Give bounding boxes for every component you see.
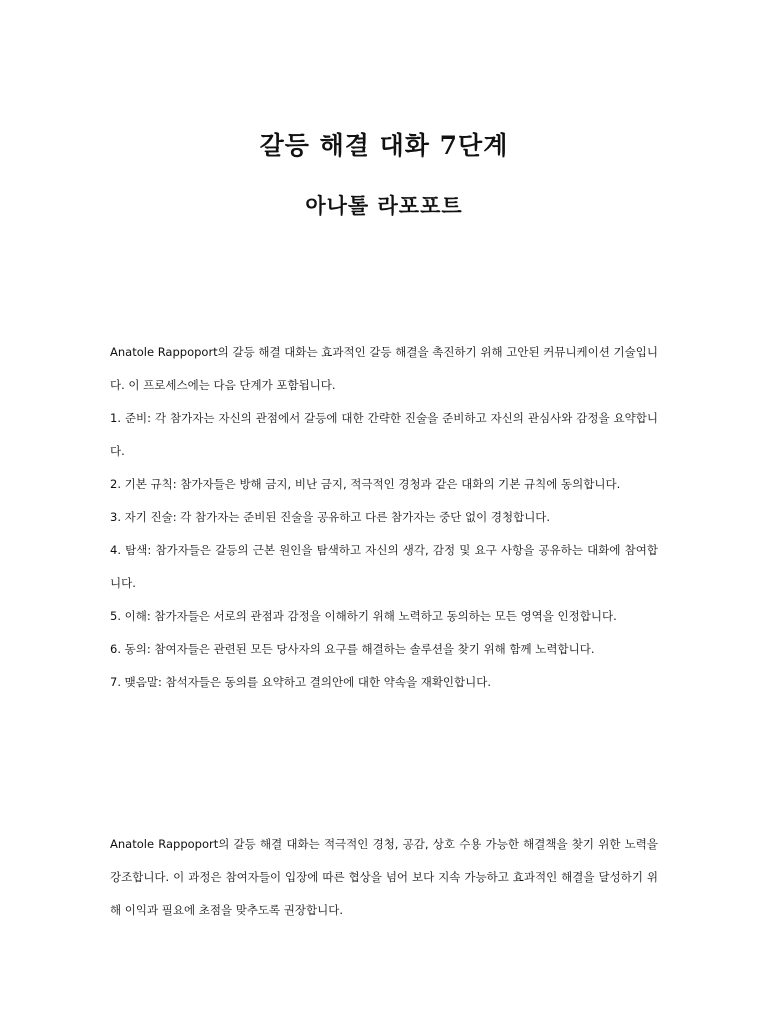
step-7: 7. 맺음말: 참석자들은 동의를 요약하고 결의안에 대한 약속을 재확인합니다. bbox=[110, 675, 492, 689]
step-3: 3. 자기 진술: 각 참가자는 준비된 진술을 공유하고 다른 참가자는 중단 없이 경청합니다. bbox=[110, 510, 551, 524]
intro-paragraph: Anatole Rappoport의 갈등 해결 대화는 효과적인 갈등 해결을 촉진하기 위해 고안된 커뮤니케이션 기술입니다. 이 프로세스에는 다음 단계가 포함됩니다. bbox=[110, 345, 658, 392]
conclusion-body bbox=[110, 828, 658, 927]
step-1: 1. 준비: 각 참가자는 자신의 관점에서 갈등에 대한 간략한 진술을 준비하고 자신의 관심사와 감정을 요약합니다. bbox=[110, 411, 658, 458]
page-subtitle: 아나톨 라포포트 bbox=[305, 193, 463, 218]
main-body bbox=[110, 336, 658, 699]
step-6: 6. 동의: 참여자들은 관련된 모든 당사자의 요구를 해결하는 솔루션을 찾기 위해 함께 노력합니다. bbox=[110, 642, 595, 656]
step-2: 2. 기본 규칙: 참가자들은 방해 금지, 비난 금지, 적극적인 경청과 같은 대화의 기본 규칙에 동의합니다. bbox=[110, 477, 621, 491]
step-5: 5. 이해: 참가자들은 서로의 관점과 감정을 이해하기 위해 노력하고 동의하는 모든 영역을 인정합니다. bbox=[110, 609, 617, 623]
page-title: 갈등 해결 대화 7단계 bbox=[259, 131, 509, 160]
conclusion-paragraph: Anatole Rappoport의 갈등 해결 대화는 적극적인 경청, 공감, 상호 수용 가능한 해결책을 찾기 위한 노력을 강조합니다. 이 과정은 참여자들이 입장에 따른 협상을 넘어 보다 지속 가능하고 효과적인 해결을 달성하기 위해 이익과 필요에 초점을 맞추도록 권장합니다. bbox=[110, 837, 658, 917]
step-4: 4. 탐색: 참가자들은 갈등의 근본 원인을 탐색하고 자신의 생각, 감정 및 요구 사항을 공유하는 대화에 참여합니다. bbox=[110, 543, 658, 590]
